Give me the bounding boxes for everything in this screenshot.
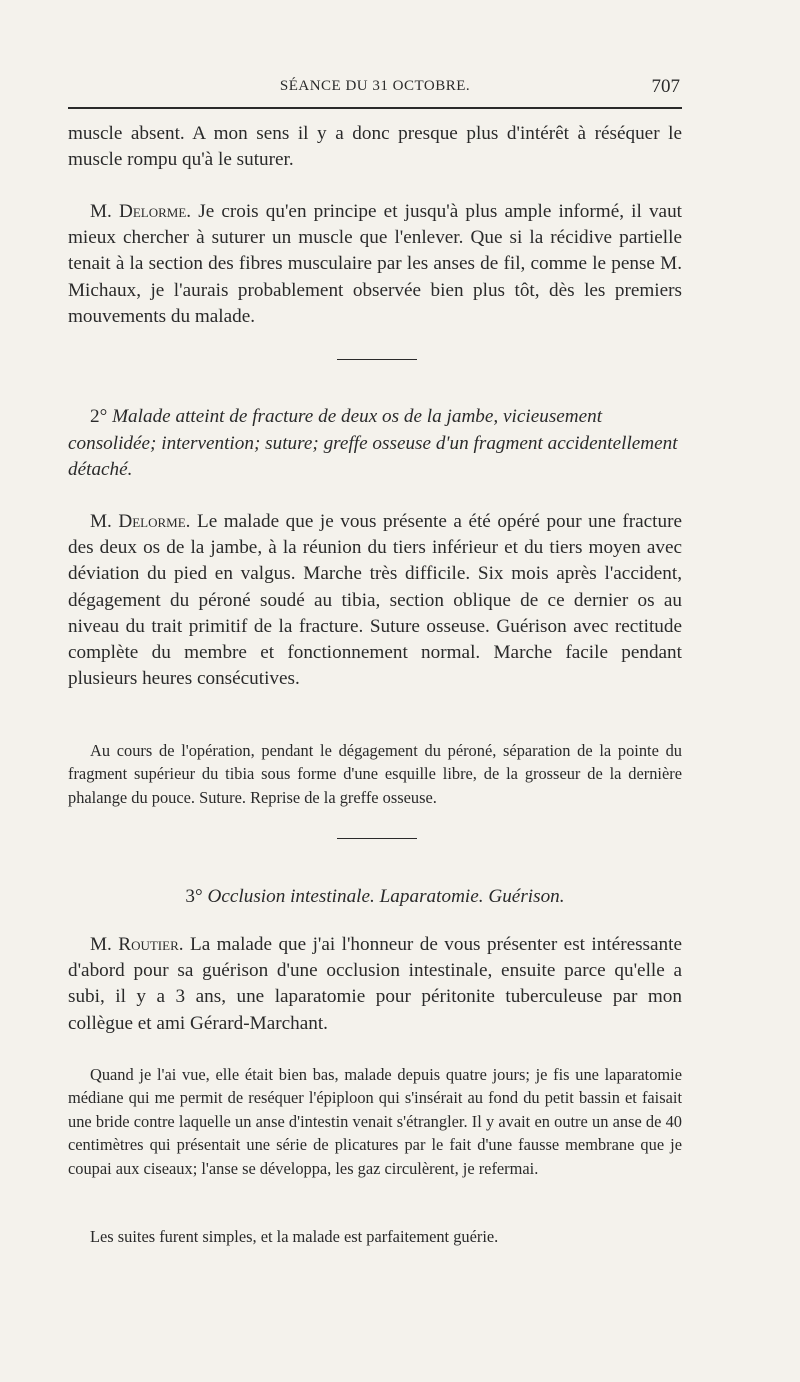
section-heading [68,404,682,484]
paragraph-text: Au cours de l'opération, pendant le dégagement du péroné, séparation de la pointe du fragment supérieur du tibia sous forme d'une esquille libre, de la grosseur de la dernière phalange du pouce. Suture. Reprise de la greffe osseuse. [68,741,682,807]
running-head [68,76,682,100]
speaker-name: M. Delorme. [90,201,192,222]
paragraph-text: Les suites furent simples, et la malade est parfaitement guérie. [90,1227,499,1246]
paragraph-text: Quand je l'ai vue, elle était bien bas, malade depuis quatre jours; je fis une laparatomie médiane qui me permit de reséquer l'épiploon qui s'insérait au fond du petit bassin et faisait une bride contre laquelle un anse d'intestin venait s'étrangler. Il y avait en outre un anse de 40 centimètres qui présentait une série de plicatures par le fait d'une fausse membrane que je coupai aux ciseaux; l'anse se développa, les gaz circulèrent, je refermai. [68,1065,682,1178]
section-heading [68,884,682,910]
section-heading-3 [68,884,682,910]
paragraph-body: Je crois qu'en principe et jusqu'à plus ample informé, il vaut mieux chercher à suturer un muscle que l'enlever. Que si la récidive partielle tenait à la section des fibres musculaire par les anses de fil, comme le pense M. Michaux, je l'aurais probablement observée bien plus tôt, dès les premiers mouvements du malade. [68,201,682,327]
paragraph-routier-case [68,932,682,1037]
paragraph-continuation [68,121,682,173]
paragraph-text [68,932,682,1037]
speaker-name: M. Delorme. [90,511,191,532]
header-rule [68,107,682,109]
section-title: Occlusion intestinale. Laparatomie. Guérison. [207,886,565,907]
paragraph-body: La malade que j'ai l'honneur de vous présenter est intéressante d'abord pour sa guérison d'une occlusion intestinale, ensuite parce qu'elle a subi, il y a 3 ans, une laparatomie pour péritonite tuberculeuse par mon collègue et ami Gérard-Marchant. [68,934,682,1034]
paragraph-text [68,509,682,692]
paragraph-operation-note [68,739,682,809]
section-number: 2° [90,406,108,427]
section-heading-2 [68,404,682,484]
running-title: SÉANCE DU 31 OCTOBRE. [279,78,471,94]
section-title: Malade atteint de fracture de deux os de la jambe, vicieusement consolidée; intervention; suture; greffe osseuse d'un fragment accidentellement détaché. [68,406,678,481]
paragraph-text: muscle absent. A mon sens il y a donc presque plus d'intérêt à réséquer le muscle rompu qu'à le suturer. [68,123,682,171]
paragraph-text [68,199,682,330]
paragraph-operation-detail [68,1063,682,1180]
paragraph-body: Le malade que je vous présente a été opéré pour une fracture des deux os de la jambe, à la réunion du tiers inférieur et du tiers moyen avec déviation du pied en valgus. Marche très difficile. Six mois après l'accident, dégagement du péroné soudé au tibia, section oblique de ce dernier os au niveau du trait primitif de la fracture. Suture osseuse. Guérison avec rectitude complète du membre et fonctionnement normal. Marche facile pendant plusieurs heures consécutives. [68,511,682,690]
page-number: 707 [651,76,680,97]
section-separator [337,359,417,360]
paragraph-delorme-case [68,509,682,692]
paragraph-delorme-reply [68,199,682,330]
section-separator [337,838,417,839]
paragraph-outcome [68,1225,682,1248]
speaker-name: M. Routier. [90,934,184,955]
section-number: 3° [185,886,203,907]
